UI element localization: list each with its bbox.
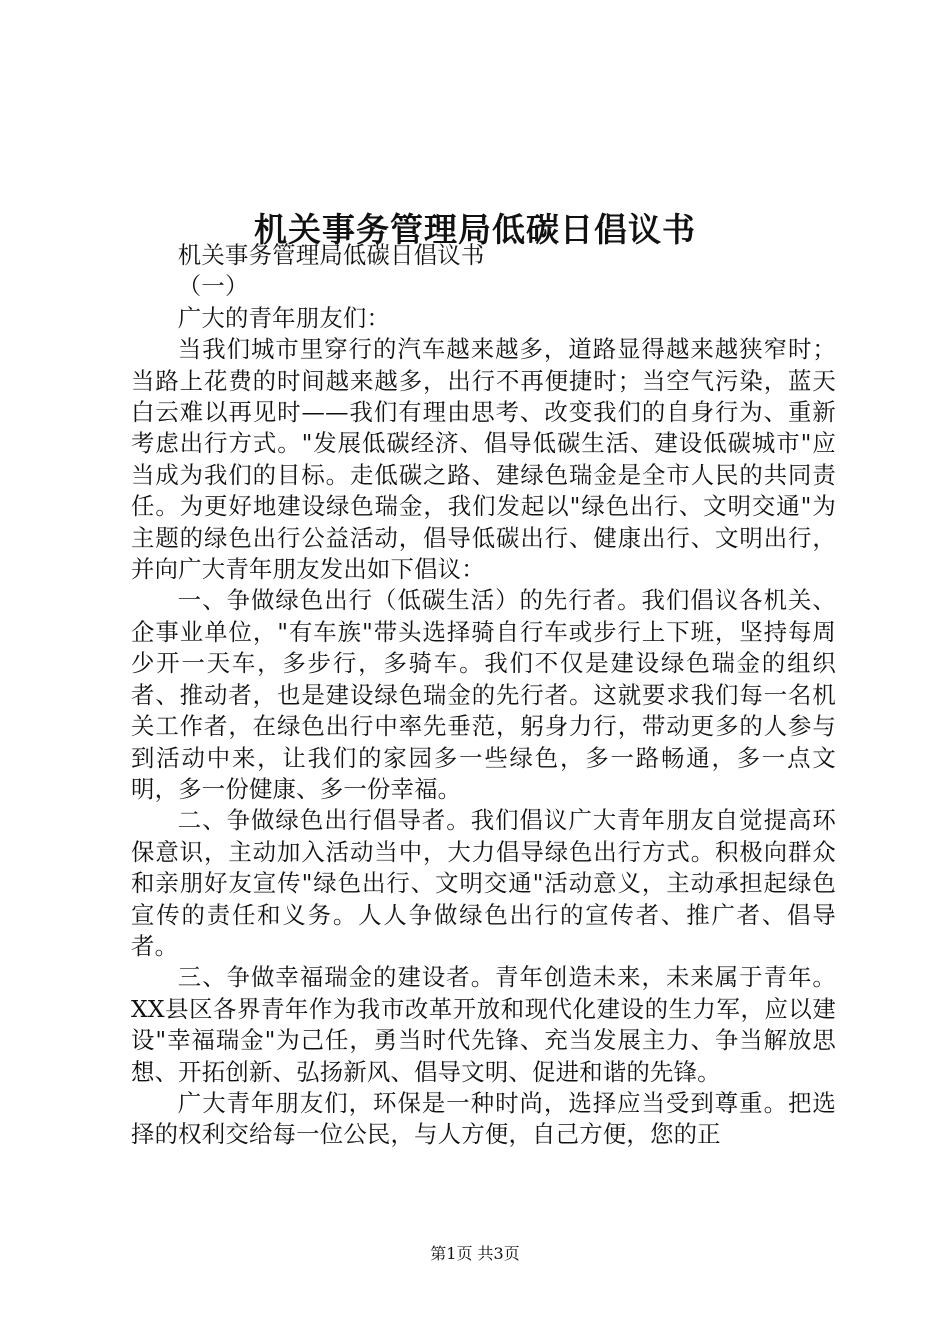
body-paragraph: 广大青年朋友们，环保是一种时尚，选择应当受到尊重。把选择的权利交给每一位公民，与人方便，自己方便，您的正 — [131, 1088, 836, 1149]
document-title: 机关事务管理局低碳日倡议书 — [254, 210, 696, 250]
body-paragraph: 机关事务管理局低碳日倡议书 — [177, 241, 485, 269]
body-paragraph: 一、争做绿色出行（低碳生活）的先行者。我们倡议各机关、企事业单位，"有车族"带头选择骑自行车或步行上下班，坚持每周少开一天车，多步行，多骑车。我们不仅是建设绿色瑞金的组织者、推动者，也是建设绿色瑞金的先行者。这就要求我们每一名机关工作者，在绿色出行中率先垂范，躬身力行，带动更多的人参与到活动中来，让我们的家园多一些绿色，多一路畅通，多一点文明，多一份健康、多一份幸福。 — [131, 586, 836, 803]
body-paragraph: 二、争做绿色出行倡导者。我们倡议广大青年朋友自觉提高环保意识，主动加入活动当中，大力倡导绿色出行方式。积极向群众和亲朋好友宣传"绿色出行、文明交通"活动意义，主动承担起绿色宣传的责任和义务。人人争做绿色出行的宣传者、推广者、倡导者。 — [131, 806, 836, 960]
document-body — [131, 240, 836, 1151]
body-paragraph: 三、争做幸福瑞金的建设者。青年创造未来，未来属于青年。XX县区各界青年作为我市改革开放和现代化建设的生力军，应以建设"幸福瑞金"为己任，勇当时代先锋、充当发展主力、争当解放思想、开拓创新、弘扬新风、倡导文明、促进和谐的先锋。 — [131, 963, 836, 1086]
body-paragraph: 当我们城市里穿行的汽车越来越多，道路显得越来越狭窄时；当路上花费的时间越来越多，出行不再便捷时；当空气污染，蓝天白云难以再见时——我们有理由思考、改变我们的自身行为、重新考虑出行方式。"发展低碳经济、倡导低碳生活、建设低碳城市"应当成为我们的目标。走低碳之路、建绿色瑞金是全市人民的共同责任。为更好地建设绿色瑞金，我们发起以"绿色出行、文明交通"为主题的绿色出行公益活动，倡导低碳出行、健康出行、文明出行，并向广大青年朋友发出如下倡议： — [131, 335, 836, 584]
body-paragraph: （一） — [177, 272, 249, 301]
page-footer: 第1页 共3页 — [430, 1244, 520, 1263]
body-paragraph: 广大的青年朋友们： — [177, 303, 391, 332]
